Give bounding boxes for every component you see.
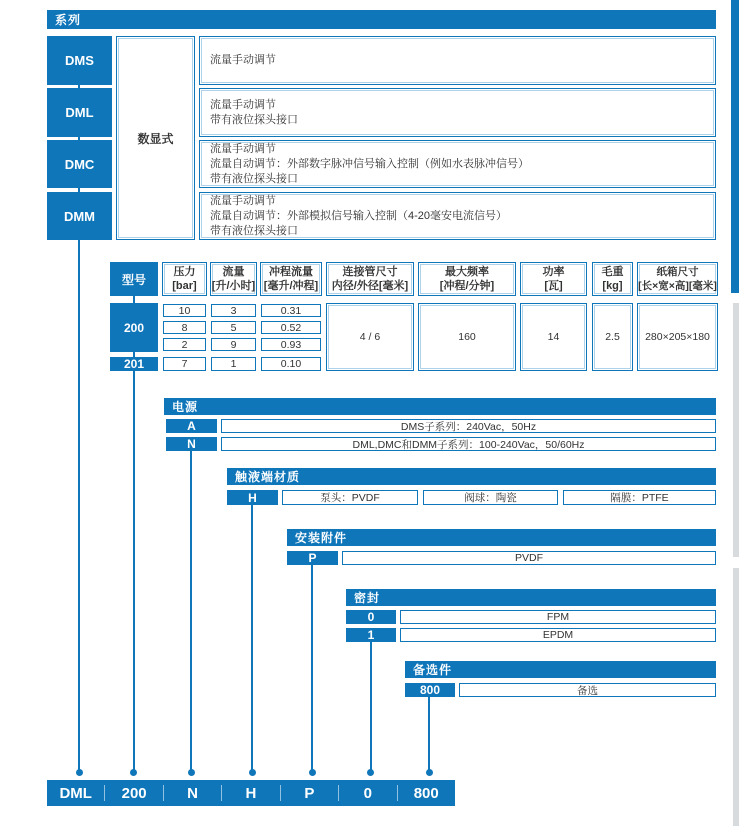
seal-key-0: 0: [346, 610, 396, 624]
connector-dot: [249, 769, 256, 776]
series-desc-dms: 流量手动调节: [199, 36, 716, 85]
connector-dot: [426, 769, 433, 776]
connector-dot: [130, 769, 137, 776]
connector-series: [78, 240, 80, 770]
flow-header-cell: 流量 [升/小时]: [210, 262, 257, 296]
series-key-dms: DMS: [47, 36, 112, 85]
pipe-header-cell: 连接管尺寸 内径/外径[毫米]: [326, 262, 414, 296]
stroke-value: 0.93: [261, 338, 321, 351]
series-key-dmm: DMM: [47, 192, 112, 240]
freq-header-cell: 最大频率 [冲程/分钟]: [418, 262, 516, 296]
mounting-section-header: 安装附件: [287, 529, 716, 546]
series-connector: [78, 137, 80, 140]
pressure-value: 2: [163, 338, 206, 351]
flow-value: 5: [211, 321, 256, 334]
material-diaphragm: 隔膜：PTFE: [563, 490, 716, 505]
connector-dot: [367, 769, 374, 776]
carton-shared-cell: 280×205×180: [637, 303, 718, 371]
pressure-header-cell: 压力 [bar]: [162, 262, 207, 296]
stroke-value: 0.10: [261, 357, 321, 371]
freq-shared-cell: 160: [418, 303, 516, 371]
power-value-a: DMS子系列：240Vac，50Hz: [221, 419, 716, 433]
power-key-a: A: [166, 419, 217, 433]
weight-shared-cell: 2.5: [592, 303, 633, 371]
flow-value: 1: [211, 357, 256, 371]
seal-section-header: 密封: [346, 589, 716, 606]
connector-material: [251, 505, 253, 770]
flow-value: 9: [211, 338, 256, 351]
seal-value-fpm: FPM: [400, 610, 716, 624]
order-code-seal: 0: [363, 784, 372, 802]
stroke-value: 0.31: [261, 304, 321, 317]
order-code-bar: [47, 780, 455, 806]
material-pump-head: 泵头：PVDF: [282, 490, 418, 505]
series-connector: [78, 85, 80, 88]
order-code-model: 200: [121, 784, 147, 802]
connector-options: [428, 697, 430, 770]
series-section-header: [47, 10, 716, 29]
options-value: 备选: [459, 683, 716, 697]
order-code-mounting: P: [304, 784, 315, 802]
pipe-shared-cell: 4 / 6: [326, 303, 414, 371]
options-section-header: 备选件: [405, 661, 716, 678]
connector-seal: [370, 642, 372, 770]
connector-dot: [76, 769, 83, 776]
model-header-cell: 型号: [110, 262, 158, 296]
pressure-value: 7: [163, 357, 206, 371]
right-edge-gray-bar-top: [733, 303, 739, 557]
flow-value: 3: [211, 304, 256, 317]
power-shared-cell: 14: [520, 303, 587, 371]
connector-dot: [188, 769, 195, 776]
mounting-value: PVDF: [342, 551, 716, 565]
seal-key-1: 1: [346, 628, 396, 642]
order-code-options: 800: [413, 784, 439, 802]
connector-model: [133, 371, 135, 770]
display-type-box: [116, 36, 195, 240]
stroke-header-cell: 冲程流量 [毫升/冲程]: [260, 262, 322, 296]
right-edge-gray-bar-bottom: [733, 568, 739, 826]
connector-dot: [309, 769, 316, 776]
display-type-label: 数显式: [137, 131, 174, 146]
power-header-cell: 功率 [瓦]: [520, 262, 587, 296]
material-valve-ball: 阀球：陶瓷: [423, 490, 558, 505]
series-connector: [78, 188, 80, 192]
pressure-value: 10: [163, 304, 206, 317]
mounting-key-p: P: [287, 551, 338, 565]
connector-mounting: [311, 565, 313, 770]
series-key-dmc: DMC: [47, 140, 112, 188]
model-connector: [133, 296, 135, 303]
seal-value-epdm: EPDM: [400, 628, 716, 642]
order-code-series: DML: [59, 784, 92, 802]
material-section-header: 触液端材质: [227, 468, 716, 485]
series-desc-dml: 流量手动调节 带有液位探头接口: [199, 88, 716, 137]
connector-power: [190, 451, 192, 770]
model-key-201: 201: [110, 357, 158, 371]
power-key-n: N: [166, 437, 217, 451]
series-header-label: 系列: [55, 13, 82, 27]
pressure-value: 8: [163, 321, 206, 334]
series-desc-dmm: 流量手动调节 流量自动调节：外部模拟信号输入控制（4-20毫安电流信号） 带有液位探头接口: [199, 192, 716, 240]
material-key-h: H: [227, 490, 278, 505]
series-key-dml: DML: [47, 88, 112, 137]
order-code-material: H: [245, 784, 257, 802]
order-code-power: N: [187, 784, 198, 802]
options-key-800: 800: [405, 683, 455, 697]
model-key-200: 200: [110, 303, 158, 352]
stroke-value: 0.52: [261, 321, 321, 334]
carton-header-cell: 纸箱尺寸 [长×宽×高][毫米]: [637, 262, 718, 296]
right-edge-blue-bar: [731, 0, 739, 293]
power-section-header: 电源: [164, 398, 716, 415]
weight-header-cell: 毛重 [kg]: [592, 262, 633, 296]
series-desc-dmc: 流量手动调节 流量自动调节：外部数字脉冲信号输入控制（例如水表脉冲信号） 带有液位探头接口: [199, 140, 716, 188]
power-value-n: DML,DMC和DMM子系列：100-240Vac，50/60Hz: [221, 437, 716, 451]
